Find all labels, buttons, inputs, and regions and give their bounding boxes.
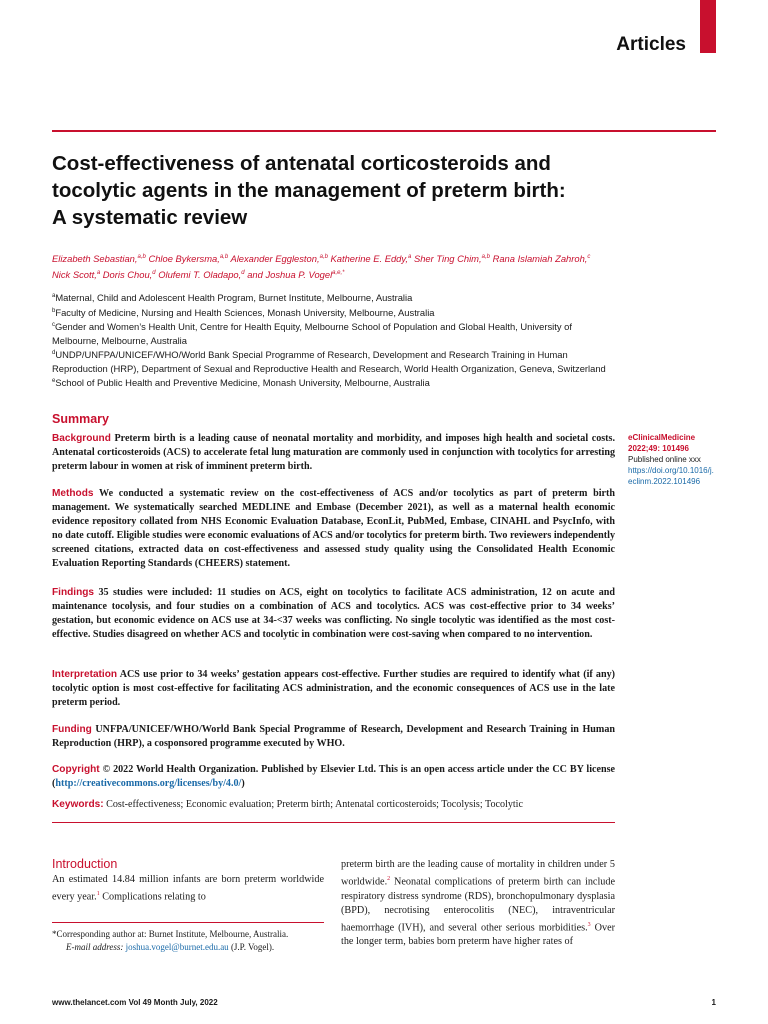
background-text: Preterm birth is a leading cause of neonatal mortality and morbidity, and imposes high health and societal costs. Antenatal corticosteroids (ACS) to accelerate fetal lung maturation are commonly used in conjunction with tocolytics for arresting preterm labour in women at risk of imminent preterm birth. xyxy=(52,433,615,472)
reference-2[interactable]: 2 xyxy=(387,876,391,883)
intro-left-text-2: Complications relating to xyxy=(99,891,206,903)
doi-link-line-1[interactable]: https://doi.org/10.1016/j. xyxy=(628,466,714,475)
author-affiliation-marker: a,b xyxy=(481,254,490,260)
sidebar-journal: eClinicalMedicine xyxy=(628,433,696,442)
funding-label: Funding xyxy=(52,724,92,735)
author-name: Olufemi T. Oladapo, xyxy=(158,269,242,281)
affiliation-item xyxy=(52,290,617,305)
author-name: Alexander Eggleston, xyxy=(230,253,320,265)
sidebar-citation: 2022;49: 101496 xyxy=(628,444,689,453)
author-name: Sher Ting Chim, xyxy=(413,253,482,265)
corresponding-author: *Corresponding author at: Burnet Institute, Melbourne, Australia. xyxy=(52,929,289,939)
section-label: Articles xyxy=(616,34,686,55)
author-list xyxy=(52,250,622,282)
intro-right-column xyxy=(341,858,615,949)
keywords-paragraph xyxy=(52,798,615,812)
author-name: Rana Islamiah Zahroh, xyxy=(492,253,588,265)
methods-text: We conducted a systematic review on the cost-effectiveness of ACS and/or tocolytics as part of preterm birth management. We systematically searched MEDLINE and Embase (December 2021), as well as a maternal health economic evidence repository collated from NHS Economic Evaluation Database, EconLit, PubMed, Embase, CINAHL and PsycInfo, with no date cutoff. Eligible studies were economic evaluations of ACS and/or tocolytics for preterm birth. Two reviewers independently screened citations, extracted data on cost-effectiveness and assessed study quality using the Consolidated Health Economic Evaluation Reporting Standards (CHEERS) statement. xyxy=(52,488,615,569)
author-affiliation-marker: d xyxy=(152,270,156,277)
affiliation-text: Maternal, Child and Adolescent Health Program, Burnet Institute, Melbourne, Australia xyxy=(55,292,413,304)
copyright-end: ) xyxy=(241,778,245,789)
affiliation-marker: e xyxy=(52,377,56,384)
copyright-label: Copyright xyxy=(52,764,100,775)
title-line-2: tocolytic agents in the management of preterm birth: xyxy=(52,179,566,202)
intro-right-text-3: Over the longer term, babies born preterm have higher rates of xyxy=(341,922,615,948)
footnote-rule xyxy=(52,922,324,923)
top-rule xyxy=(52,130,716,132)
affiliation-text: Faculty of Medicine, Nursing and Health Sciences, Monash University, Melbourne, Australia xyxy=(55,306,435,318)
article-title xyxy=(52,150,652,231)
email-label: E-mail address: xyxy=(66,942,124,952)
affiliation-text: UNDP/UNFPA/UNICEF/WHO/World Bank Special Programme of Research, Development and Research Training in Human Reproduction (HRP), Department of Sexual and Reproductive Health and Research, World Health Organization, Geneva, Switzerland xyxy=(52,349,606,374)
affiliation-text: Gender and Women’s Health Unit, Centre for Health Equity, Melbourne School of Population and Global Health, University of Melbourne, Melbourne, Australia xyxy=(52,321,572,346)
affiliation-item xyxy=(52,347,617,375)
keywords-text: Cost-effectiveness; Economic evaluation; Preterm birth; Antenatal corticosteroids; Tocolysis; Tocolytic xyxy=(106,799,523,810)
affiliation-item xyxy=(52,319,617,347)
funding-paragraph xyxy=(52,723,615,751)
author-affiliation-marker: c xyxy=(587,254,591,260)
intro-left-column xyxy=(52,873,324,904)
interpretation-text: ACS use prior to 34 weeks’ gestation appears cost-effective. Further studies are required to identify what (if any) tocolytic option is most cost-effective for facilitating ACS administration, and the economic consequences of ACS use in the late preterm period. xyxy=(52,669,615,708)
title-line-1: Cost-effectiveness of antenatal corticosteroids and xyxy=(52,152,551,175)
introduction-heading: Introduction xyxy=(52,857,118,871)
author-name: Doris Chou, xyxy=(102,269,153,281)
red-tab-marker xyxy=(700,0,716,53)
reference-1[interactable]: 1 xyxy=(96,891,100,897)
author-affiliation-marker: a xyxy=(96,270,101,277)
author-name: Chloe Bykersma, xyxy=(148,253,220,265)
page-number: 1 xyxy=(711,998,716,1007)
funding-text: UNFPA/UNICEF/WHO/World Bank Special Programme of Research, Development and Research Training in Human Reproduction (HRP), a cosponsored programme executed by WHO. xyxy=(52,724,615,749)
copyright-paragraph xyxy=(52,763,615,791)
affiliation-marker: b xyxy=(52,307,56,314)
citation-sidebar xyxy=(628,432,743,487)
footer-journal-line: www.thelancet.com Vol 49 Month July, 2022 xyxy=(52,998,218,1007)
intro-right-text-1: preterm birth are the leading cause of mortality in children under 5 worldwide. xyxy=(341,859,615,888)
methods-label: Methods xyxy=(52,488,94,499)
keywords-label: Keywords: xyxy=(52,799,104,810)
findings-paragraph xyxy=(52,586,615,642)
affiliation-marker: c xyxy=(52,322,55,329)
affiliation-marker: d xyxy=(52,350,56,356)
author-affiliation-marker: a,e,* xyxy=(332,270,345,277)
license-link[interactable]: http://creativecommons.org/licenses/by/4.0/ xyxy=(55,778,242,789)
affiliation-item xyxy=(52,305,617,320)
author-name: Katherine E. Eddy, xyxy=(330,253,408,265)
affiliation-marker: a xyxy=(52,293,56,299)
interpretation-label: Interpretation xyxy=(52,669,118,680)
author-name: and Joshua P. Vogel xyxy=(247,269,333,281)
interpretation-paragraph xyxy=(52,668,615,710)
affiliation-text: School of Public Health and Preventive Medicine, Monash University, Melbourne, Australia xyxy=(55,377,430,389)
author-affiliation-marker: a,b xyxy=(137,254,146,260)
methods-paragraph xyxy=(52,487,615,571)
author-affiliation-marker: d xyxy=(241,270,245,277)
keywords-rule xyxy=(52,822,615,823)
affiliation-list xyxy=(52,290,617,389)
author-affiliation-marker: a,b xyxy=(319,254,328,260)
affiliation-item xyxy=(52,375,617,390)
email-line xyxy=(52,941,324,954)
findings-label: Findings xyxy=(52,587,95,598)
intro-left-text: An estimated 14.84 million infants are born preterm worldwide every year. xyxy=(52,874,324,903)
reference-3[interactable]: 3 xyxy=(587,921,591,928)
author-name: Elizabeth Sebastian, xyxy=(52,253,138,265)
background-paragraph xyxy=(52,432,615,474)
corresponding-footnote xyxy=(52,928,324,954)
intro-right-text-2: Neonatal complications of preterm birth can include respiratory distress syndrome (RDS), bronchopulmonary dysplasia (BPD), necrotising enterocolitis (NEC), intraventricular haemorrhage (IVH), and several other serious morbidities. xyxy=(341,876,615,934)
summary-heading: Summary xyxy=(52,412,109,426)
author-affiliation-marker: a xyxy=(408,254,412,260)
author-name: Nick Scott, xyxy=(52,269,97,281)
title-line-3: A systematic review xyxy=(52,206,248,229)
author-affiliation-marker: a,b xyxy=(219,254,229,260)
doi-link-line-2[interactable]: eclinm.2022.101496 xyxy=(628,477,701,486)
email-suffix: (J.P. Vogel). xyxy=(228,942,275,952)
email-link[interactable]: joshua.vogel@burnet.edu.au xyxy=(125,942,229,952)
background-label: Background xyxy=(52,433,111,444)
copyright-text: © 2022 World Health Organization. Published by Elsevier Ltd. This is an open access article under the CC BY license ( xyxy=(52,764,615,789)
findings-text: 35 studies were included: 11 studies on ACS, eight on tocolytics to facilitate ACS administration, 12 on acute and maintenance tocolysis, and four studies on a combination of ACS and tocolytics. ACS was cost-effective prior to 34 weeks’ gestation, but economic evidence on ACS use at 34-<37 weeks was conflicting. No single tocolytic was identified as the most cost-effective. Studies disagreed on whether ACS and tocolytic in combination were cost-saving when compared to no intervention. xyxy=(52,587,615,640)
sidebar-published: Published online xxx xyxy=(628,455,701,464)
